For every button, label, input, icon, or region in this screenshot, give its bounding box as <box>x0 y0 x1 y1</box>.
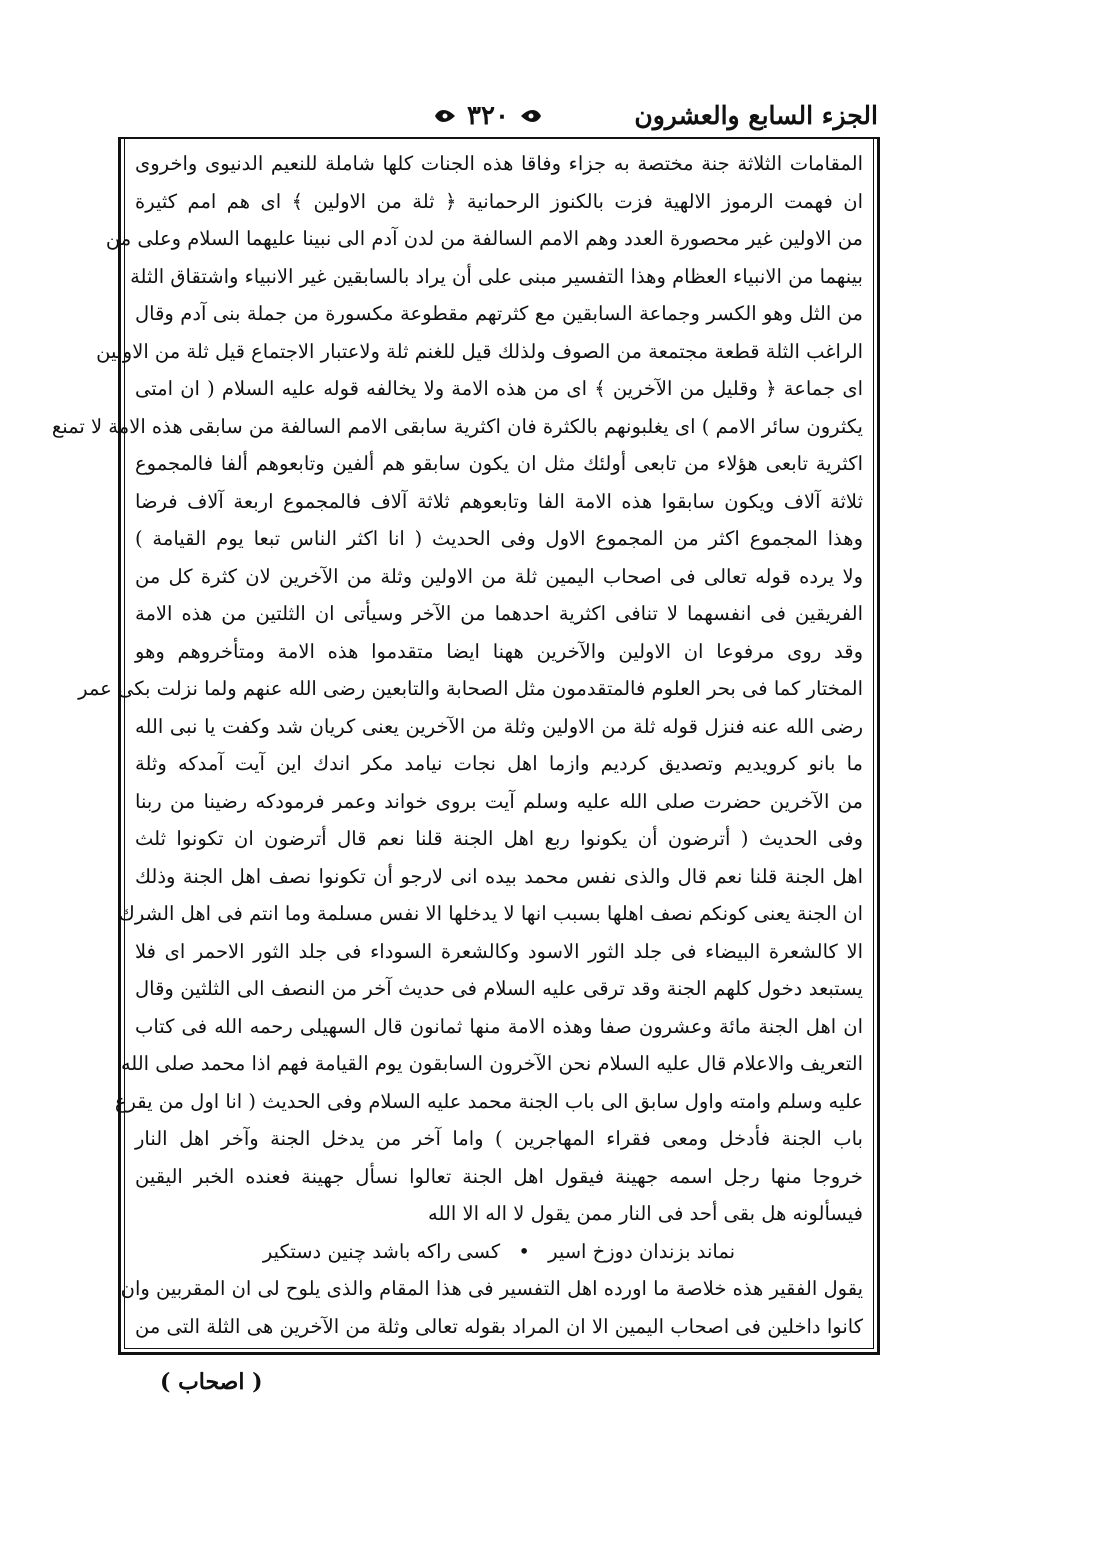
page-number-ornament <box>418 99 558 133</box>
text-line: ولا يرده قوله تعالى فى اصحاب اليمين ثلة من الاولين وثلة من الآخرين لان كثرة كل من <box>135 564 863 588</box>
verse-hemistich-1: نماند بزندان دوزخ اسير <box>548 1239 736 1263</box>
verse-hemistich-2: كسى راكه باشد چنين دستكير <box>262 1239 501 1263</box>
verse-separator: • <box>518 1239 530 1263</box>
text-line: وفى الحديث ( أترضون أن يكونوا ربع اهل الجنة قلنا نعم قال أترضون ان تكونوا ثلث <box>135 827 863 850</box>
text-line: الفريقين فى انفسهما لا تنافى اكثرية احدهما من الآخر وسيأتى ان الثلتين من هذه الامة <box>135 602 863 625</box>
text-line: يقول الفقير هذه خلاصة ما اورده اهل التفسير فى هذا المقام والذى يلوح لى ان المقربين وان <box>120 1277 863 1300</box>
right-fleuron-icon <box>519 107 543 125</box>
text-line: اكثرية تابعى هؤلاء من تابعى أولئك مثل ان يكون سابقو هم ألفين وتابعوهم ألفا فالمجموع <box>135 452 863 475</box>
text-line: المقامات الثلاثة جنة مختصة به جزاء وفاقا هذه الجنات كلها شاملة للنعيم الدنيوى واخروى <box>135 152 863 175</box>
text-line: اى جماعة ﴿ وقليل من الآخرين ﴾ اى من هذه الامة ولا يخالفه قوله عليه السلام ( ان امتى <box>135 377 863 400</box>
text-line: فيسألونه هل بقى أحد فى النار ممن يقول لا اله الا الله <box>428 1202 863 1225</box>
text-line: يكثرون سائر الامم ) اى يغلبونهم بالكثرة فان اكثرية سابقى الامم السالفة من سابقى هذه الامة لا تمنع <box>51 414 863 438</box>
text-line: كانوا داخلين فى اصحاب اليمين الا ان المراد بقوله تعالى وثلة من الآخرين هى الثلة التى من <box>135 1314 863 1338</box>
running-header <box>118 95 878 141</box>
text-line: ثلاثة آلاف ويكون سابقوا هذه الامة الفا وتابعوهم ثلاثة آلاف فالمجموع اربعة آلاف فرضا <box>135 489 863 513</box>
text-line: اهل الجنة قلنا نعم قال والذى نفس محمد بيده انى لارجو أن تكونوا نصف اهل الجنة وذلك <box>135 864 863 888</box>
text-line: بينهما من الانبياء العظام وهذا التفسير مبنى على أن يراد بالسابقين غير الانبياء واشتقاق الثلة <box>130 264 863 288</box>
text-line: عليه وسلم وامته واول سابق الى باب الجنة محمد عليه السلام وفى الحديث ( انا اول من يقرع <box>114 1089 863 1113</box>
text-line: خروجا منها رجل اسمه جهينة فيقول اهل الجنة تعالوا نسأل جهينة فعنده الخبر اليقين <box>135 1164 863 1188</box>
text-line: من الثل وهو الكسر وجماعة السابقين مع كثرتهم مقطوعة مكسورة من جملة بنى آدم وقال <box>135 302 863 325</box>
text-line: يستبعد دخول كلهم الجنة وقد ترقى عليه السلام فى حديث آخر من النصف الى الثلثين وقال <box>135 977 863 1000</box>
text-line: من الاولين غير محصورة العدد وهم الامم السالفة من لدن آدم الى نبينا عليهما السلام وعلى من <box>105 227 863 250</box>
text-line: المختار كما فى بحر العلوم فالمتقدمون مثل الصحابة والتابعين رضى الله عنهم ولما نزلت بكى عمر <box>78 677 863 700</box>
page-number: ٣٢٠ <box>467 101 509 131</box>
section-label: الجزء السابع والعشرون <box>634 101 878 130</box>
body-lines <box>51 145 863 1345</box>
text-line: التعريف والاعلام قال عليه السلام نحن الآخرون السابقون يوم القيامة فهم اذا محمد صلى الله <box>120 1052 863 1075</box>
text-line: وقد روى مرفوعا ان الاولين والآخرين ههنا ايضا متقدموا هذه الامة ومتأخروهم وهو <box>135 639 863 663</box>
persian-verse <box>135 1233 863 1271</box>
text-line: ان الجنة يعنى كونكم نصف اهلها بسبب انها لا يدخلها الا نفس مسلمة وما انتم فى اهل الشرك <box>118 902 863 925</box>
page-body <box>51 137 880 1355</box>
text-line: ان فهمت الرموز الالهية فزت بالكنوز الرحمانية ﴿ ثلة من الاولين ﴾ اى هم امم كثيرة <box>135 189 863 213</box>
text-line: رضى الله عنه فنزل قوله ثلة من الاولين وثلة من الآخرين يعنى كريان شد وكفت يا نبى الله <box>135 714 863 738</box>
text-line: باب الجنة فأدخل ومعى فقراء المهاجرين ) واما آخر من يدخل الجنة وآخر اهل النار <box>135 1127 863 1150</box>
text-line: وهذا المجموع اكثر من المجموع الاول وفى الحديث ( انا اكثر الناس تبعا يوم القيامة ) <box>135 527 863 550</box>
left-fleuron-icon <box>433 107 457 125</box>
text-line: ان اهل الجنة مائة وعشرون صفا وهذه الامة منها ثمانون قال السهيلى رحمه الله فى كتاب <box>135 1014 863 1038</box>
text-line: من الآخرين حضرت صلى الله عليه وسلم آيت بروى خواند وعمر فرمودكه رضينا من ربنا <box>135 789 863 813</box>
text-line: الراغب الثلة قطعة مجتمعة من الصوف ولذلك قيل للغنم ثلة ولاعتبار الاجتماع قيل ثلة من الاولين <box>96 339 863 363</box>
catchword: ( اصحاب ) <box>160 1369 263 1395</box>
text-line: ما بانو كرويديم وتصديق كرديم وازما اهل نجات نيامد مكر اندك اين آيت آمدكه وثلة <box>135 752 863 775</box>
text-line: الا كالشعرة البيضاء فى جلد الثور الاسود وكالشعرة السوداء فى جلد الثور الاحمر اى فلا <box>135 939 863 963</box>
